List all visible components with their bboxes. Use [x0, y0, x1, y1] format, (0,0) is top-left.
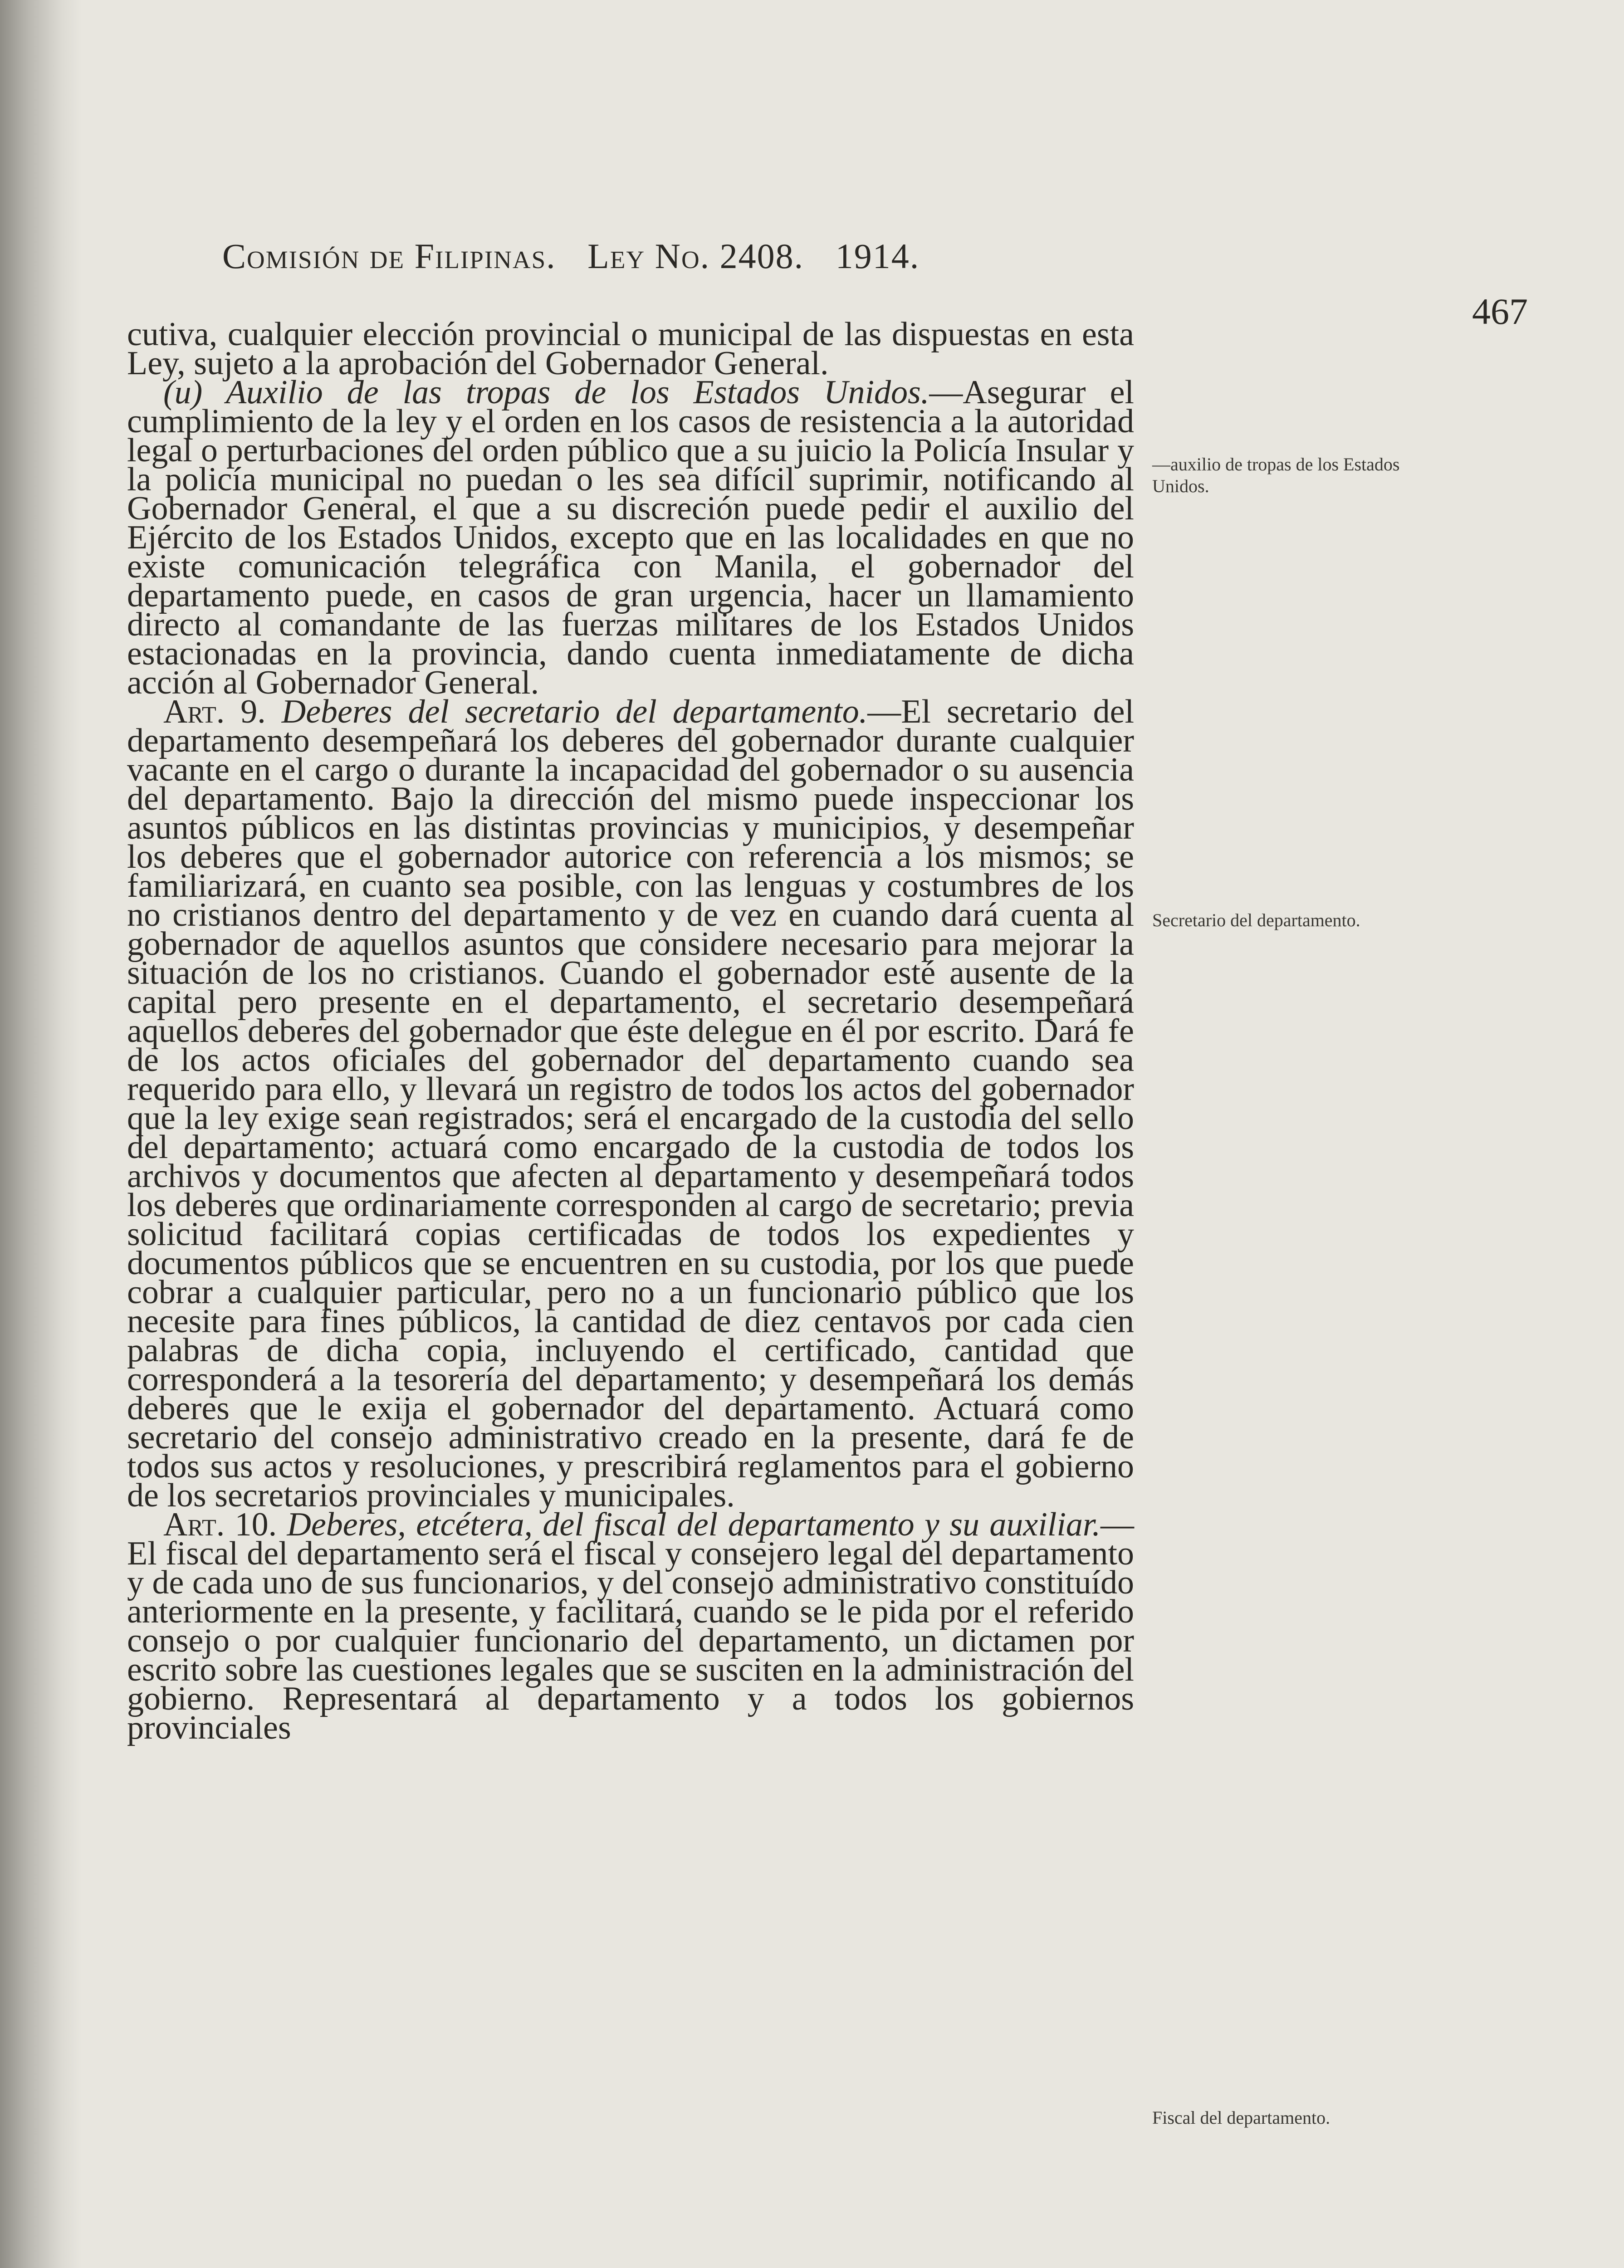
- article-10: [127, 1506, 1135, 1746]
- paragraph-continuation: cutiva, cualquier elección provincial o municipal de las dispuestas en esta Ley, sujeto a la aprobación del Gobernador General.: [127, 316, 1134, 382]
- running-header: [222, 236, 1311, 290]
- margin-note-auxilio: —auxilio de tropas de los Estados Unidos.: [1152, 454, 1400, 496]
- article-title: Deberes, etcétera, del fiscal del departamento y su auxiliar.: [287, 1506, 1101, 1543]
- body-text: [127, 316, 1135, 1746]
- article-9: [127, 693, 1134, 1514]
- paragraph-text: —Asegurar el cumplimiento de la ley y el orden en los casos de resistencia a la autoridad legal o perturbaciones del orden público que a su juicio la Policía Insular y la policía municipal no puedan o les sea difícil suprimir, notificando al Gobernador General, el que a su discreción puede pedir el auxilio del Ejército de los Estados Unidos, excepto que en las localidades en que no existe comunicación telegráfica con Manila, el gobernador del departamento puede, en casos de gran urgencia, hacer un llamamiento directo al comandante de las fuerzas militares de los Estados Unidos estacionadas en la provincia, dando cuenta inmediatamente de dicha acción al Gobernador General.: [127, 374, 1134, 701]
- margin-note-secretario: Secretario del departamento.: [1152, 910, 1360, 930]
- article-label: Art. 10.: [163, 1506, 277, 1543]
- header-title: Comisión de Filipinas.: [222, 236, 556, 276]
- article-text: —El secretario del departamento desempeñará los deberes del gobernador durante cualquier vacante en el cargo o durante la incapacidad del gobernador o su ausencia del departamento. Bajo la dirección del mismo puede inspeccionar los asuntos públicos en las distintas provincias y municipios, y desempeñar los deberes que el gobernador autorice con referencia a los mismos; se familiarizará, en cuanto sea posible, con las lenguas y costumbres de los no cristianos dentro del departamento y de vez en cuando dará cuenta al gobernador de aquellos asuntos que considere necesario para mejorar la situación de los no cristianos. Cuando el gobernador esté ausente de la capital pero presente en el departamento, el secretario desempeñará aquellos deberes del gobernador que éste delegue en él por escrito. Dará fe de los actos oficiales del gobernador del departamento cuando sea requerido para ello, y llevará un registro de todos los actos del gobernador que la ley exige sean registrados; será el encargado de la custodia del sello del departamento; actuará como encargado de la custodia de todos los archivos y documentos que afecten al departamento y desempeñará todos los deberes que ordinariamente corresponden al cargo de secretario; previa solicitud facilitará copias certificadas de todos los expedientes y documentos públicos que se encuentren en su custodia, por los que puede cobrar a cualquier particular, pero no a un funcionario público que los necesite para fines públicos, la cantidad de diez centavos por cada cien palabras de dicha copia, incluyendo el certificado, cantidad que corresponderá a la tesorería del departamento; y desempeñará los demás deberes que le exija el gobernador del departamento. Actuará como secretario del consejo administrativo creado en la presente, dará fe de todos sus actos y resoluciones, y prescribirá reglamentos para el gobierno de los secretarios provinciales y municipales.: [127, 693, 1134, 1514]
- header-law-number: Ley No. 2408.: [587, 236, 804, 276]
- article-label: Art. 9.: [163, 693, 266, 730]
- paragraph-heading: (u) Auxilio de las tropas de los Estados Unidos.: [163, 374, 929, 411]
- page-number: 467: [1472, 291, 1528, 332]
- article-title: Deberes del secretario del departamento.: [281, 693, 868, 730]
- paragraph-auxilio-tropas: [127, 374, 1134, 701]
- article-text: —El fiscal del departamento será el fiscal y consejero legal del departamento y de cada uno de sus funcionarios, y del consejo administrativo constituído anteriormente en la presente, y facilitará, cuando se le pida por el referido consejo o por cualquier funcionario del departamento, un dictamen por escrito sobre las cuestiones legales que se susciten en la administración del gobierno. Representará al departamento y a todos los gobiernos provinciales: [127, 1506, 1135, 1746]
- margin-note-fiscal: Fiscal del departamento.: [1152, 2107, 1331, 2128]
- header-year: 1914.: [835, 236, 920, 276]
- scan-gutter-shadow: [0, 0, 82, 2268]
